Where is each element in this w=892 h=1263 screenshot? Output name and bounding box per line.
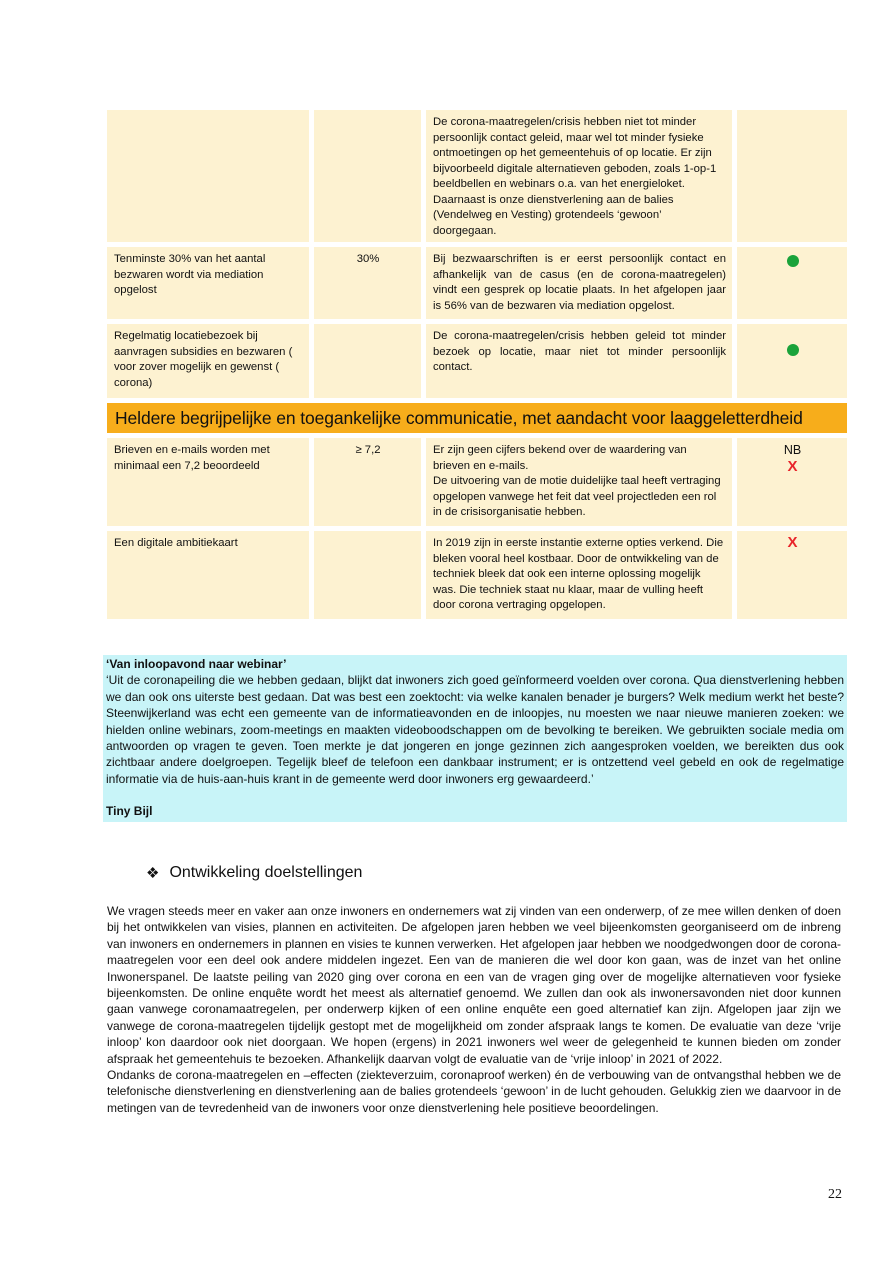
section-heading xyxy=(146,864,362,882)
norm-cell xyxy=(314,531,421,619)
quote-box xyxy=(103,655,847,822)
norm-cell xyxy=(314,110,421,242)
section-header-band: Heldere begrijpelijke en toegankelijke communicatie, met aandacht voor laaggeletterdheid xyxy=(107,403,847,433)
status-cell xyxy=(737,438,847,526)
explanation-cell: De corona-maatregelen/crisis hebben geleid tot minder bezoek op locatie, maar niet tot minder persoonlijk contact. xyxy=(426,324,732,398)
section-heading-text: Ontwikkeling doelstellingen xyxy=(169,864,363,881)
page-number: 22 xyxy=(828,1187,842,1202)
doelstellingen-table xyxy=(107,110,847,624)
quote-author: Tiny Bijl xyxy=(106,804,153,819)
status-cell xyxy=(737,247,847,319)
paragraph: We vragen steeds meer en vaker aan onze inwoners en ondernemers wat zij vinden van een onderwerp, of ze mee willen denken of doen bij het ontwikkelen van visies, plannen en activiteiten. De afgelopen jaren hebben we veel bijeenkomsten georganiseerd om de inbreng van inwoners en ondernemers in plannen en visies te kunnen verwerken. Het afgelopen jaar hebben we noodgedwongen door de corona-maatregelen voor een deel ook andere middelen ingezet. Een van de manieren die wel door kon gaan, was de inzet van het online Inwonerspanel. De laatste peiling van 2020 ging over corona en een van de vragen ging over de mogelijke alternatieven voor fysieke bijeenkomsten. De online enquête wordt het meest als alternatief genoemd. We zullen dan ook als inwonersavonden niet door kunnen gaan vanwege coronamaatregelen, per onderwerp kijken of een online enquête een goed alternatief kan zijn. Afgelopen jaar zijn we vanwege de corona-maatregelen tijdelijk gestopt met de mogelijkheid om zonder afspraak langs te komen. De evaluatie van deze ‘vrije inloop’ kon daardoor ook niet doorgaan. We hopen (ergens) in 2021 inwoners wel weer de gelegenheid te kunnen bieden om zonder afspraak het gemeentehuis te bezoeken. Afhankelijk daarvan volgt de evaluatie van de ‘vrije inloop’ in 2021 of 2022. xyxy=(107,904,841,1066)
indicator-cell: Brieven en e-mails worden met minimaal een 7,2 beoordeeld xyxy=(107,438,309,526)
quote-title: ‘Van inloopavond naar webinar’ xyxy=(106,657,287,671)
status-cell xyxy=(737,531,847,619)
paragraph: Ondanks de corona-maatregelen en –effecten (ziekteverzuim, coronaproof werken) én de verbouwing van de ontvangsthal hebben we de telefonische dienstverlening en dienstverlening aan de balies grotendeels ‘gewoon’ in de lucht gehouden. Gelukkig zien we daarvoor in de metingen van de tevredenheid van de inwoners voor onze dienstverlening hele positieve beoordelingen. xyxy=(107,1068,841,1115)
red-x-icon: X xyxy=(787,458,798,475)
explanation-cell: Er zijn geen cijfers bekend over de waardering van brieven en e-mails. De uitvoering van de motie duidelijke taal heeft vertraging opgelopen vanwege het feit dat veel projectleden een rol in de crisisorganisatie hebben. xyxy=(426,438,732,526)
norm-cell: ≥ 7,2 xyxy=(314,438,421,526)
explanation-cell: In 2019 zijn in eerste instantie externe opties verkend. Die bleken vooral heel kostbaar. Door de ontwikkeling van de techniek bleek dat ook een interne oplossing mogelijk was. Die techniek staat nu klaar, maar de vulling heeft door corona vertraging opgelopen. xyxy=(426,531,732,619)
indicator-cell xyxy=(107,110,309,242)
indicator-cell: Een digitale ambitiekaart xyxy=(107,531,309,619)
explanation-cell: Bij bezwaarschriften is er eerst persoonlijk contact en afhankelijk van de casus (en de corona-maatregelen) vindt een gesprek op locatie plaats. In het afgelopen jaar is 56% van de bezwaren via mediation opgelost. xyxy=(426,247,732,319)
green-status-dot-icon xyxy=(787,344,799,356)
status-cell xyxy=(737,324,847,398)
green-status-dot-icon xyxy=(787,255,799,267)
body-text xyxy=(107,903,841,1116)
table-row xyxy=(107,110,847,242)
table-row xyxy=(107,438,847,526)
norm-cell: 30% xyxy=(314,247,421,319)
table-row xyxy=(107,324,847,398)
status-nb-label: NB xyxy=(783,443,802,457)
status-cell xyxy=(737,110,847,242)
red-x-icon: X xyxy=(787,534,798,551)
diamond-bullet-icon: ❖ xyxy=(146,865,160,882)
indicator-cell: Regelmatig locatiebezoek bij aanvragen subsidies en bezwaren ( voor zover mogelijk en gewenst ( corona) xyxy=(107,324,309,398)
explanation-cell: De corona-maatregelen/crisis hebben niet tot minder persoonlijk contact geleid, maar wel tot minder fysieke ontmoetingen op het gemeentehuis of op locatie. Er zijn bijvoorbeeld digitale alternatieven geboden, zoals 1-op-1 beeldbellen en webinars o.a. van het energieloket. Daarnaast is onze dienstverlening aan de balies (Vendelweg en Vesting) grotendeels ‘gewoon’ doorgegaan. xyxy=(426,110,732,242)
indicator-cell: Tenminste 30% van het aantal bezwaren wordt via mediation opgelost xyxy=(107,247,309,319)
table-row xyxy=(107,247,847,319)
quote-text: ‘Uit de coronapeiling die we hebben gedaan, blijkt dat inwoners zich goed geïnformeerd voelden over corona. Qua dienstverlening hebben we dan ook ons uiterste best gedaan. Dat was best een zoektocht: via welke kanalen benader je burgers? Welk medium werkt het beste? Steenwijkerland was echt een gemeente van de informatieavonden en de inloopjes, nu moesten we naar nieuwe manieren zoeken: we hielden online webinars, zoom-meetings en maakten videoboodschappen om de bevolking te bereiken. We gebruikten sociale media om antwoorden op vragen te geven. Toen merkte je dat jongeren en jonge gezinnen zich aangesproken voelden, we bereikten dus ook zichtbaar andere doelgroepen. Tegelijk bleef de telefoon een dankbaar instrument; er is ontzettend veel gebeld en ook de regelmatige informatie via de huis-aan-huis krant in de gemeente werd door inwoners erg gewaardeerd.’ xyxy=(106,673,844,786)
norm-cell xyxy=(314,324,421,398)
table-row xyxy=(107,531,847,619)
